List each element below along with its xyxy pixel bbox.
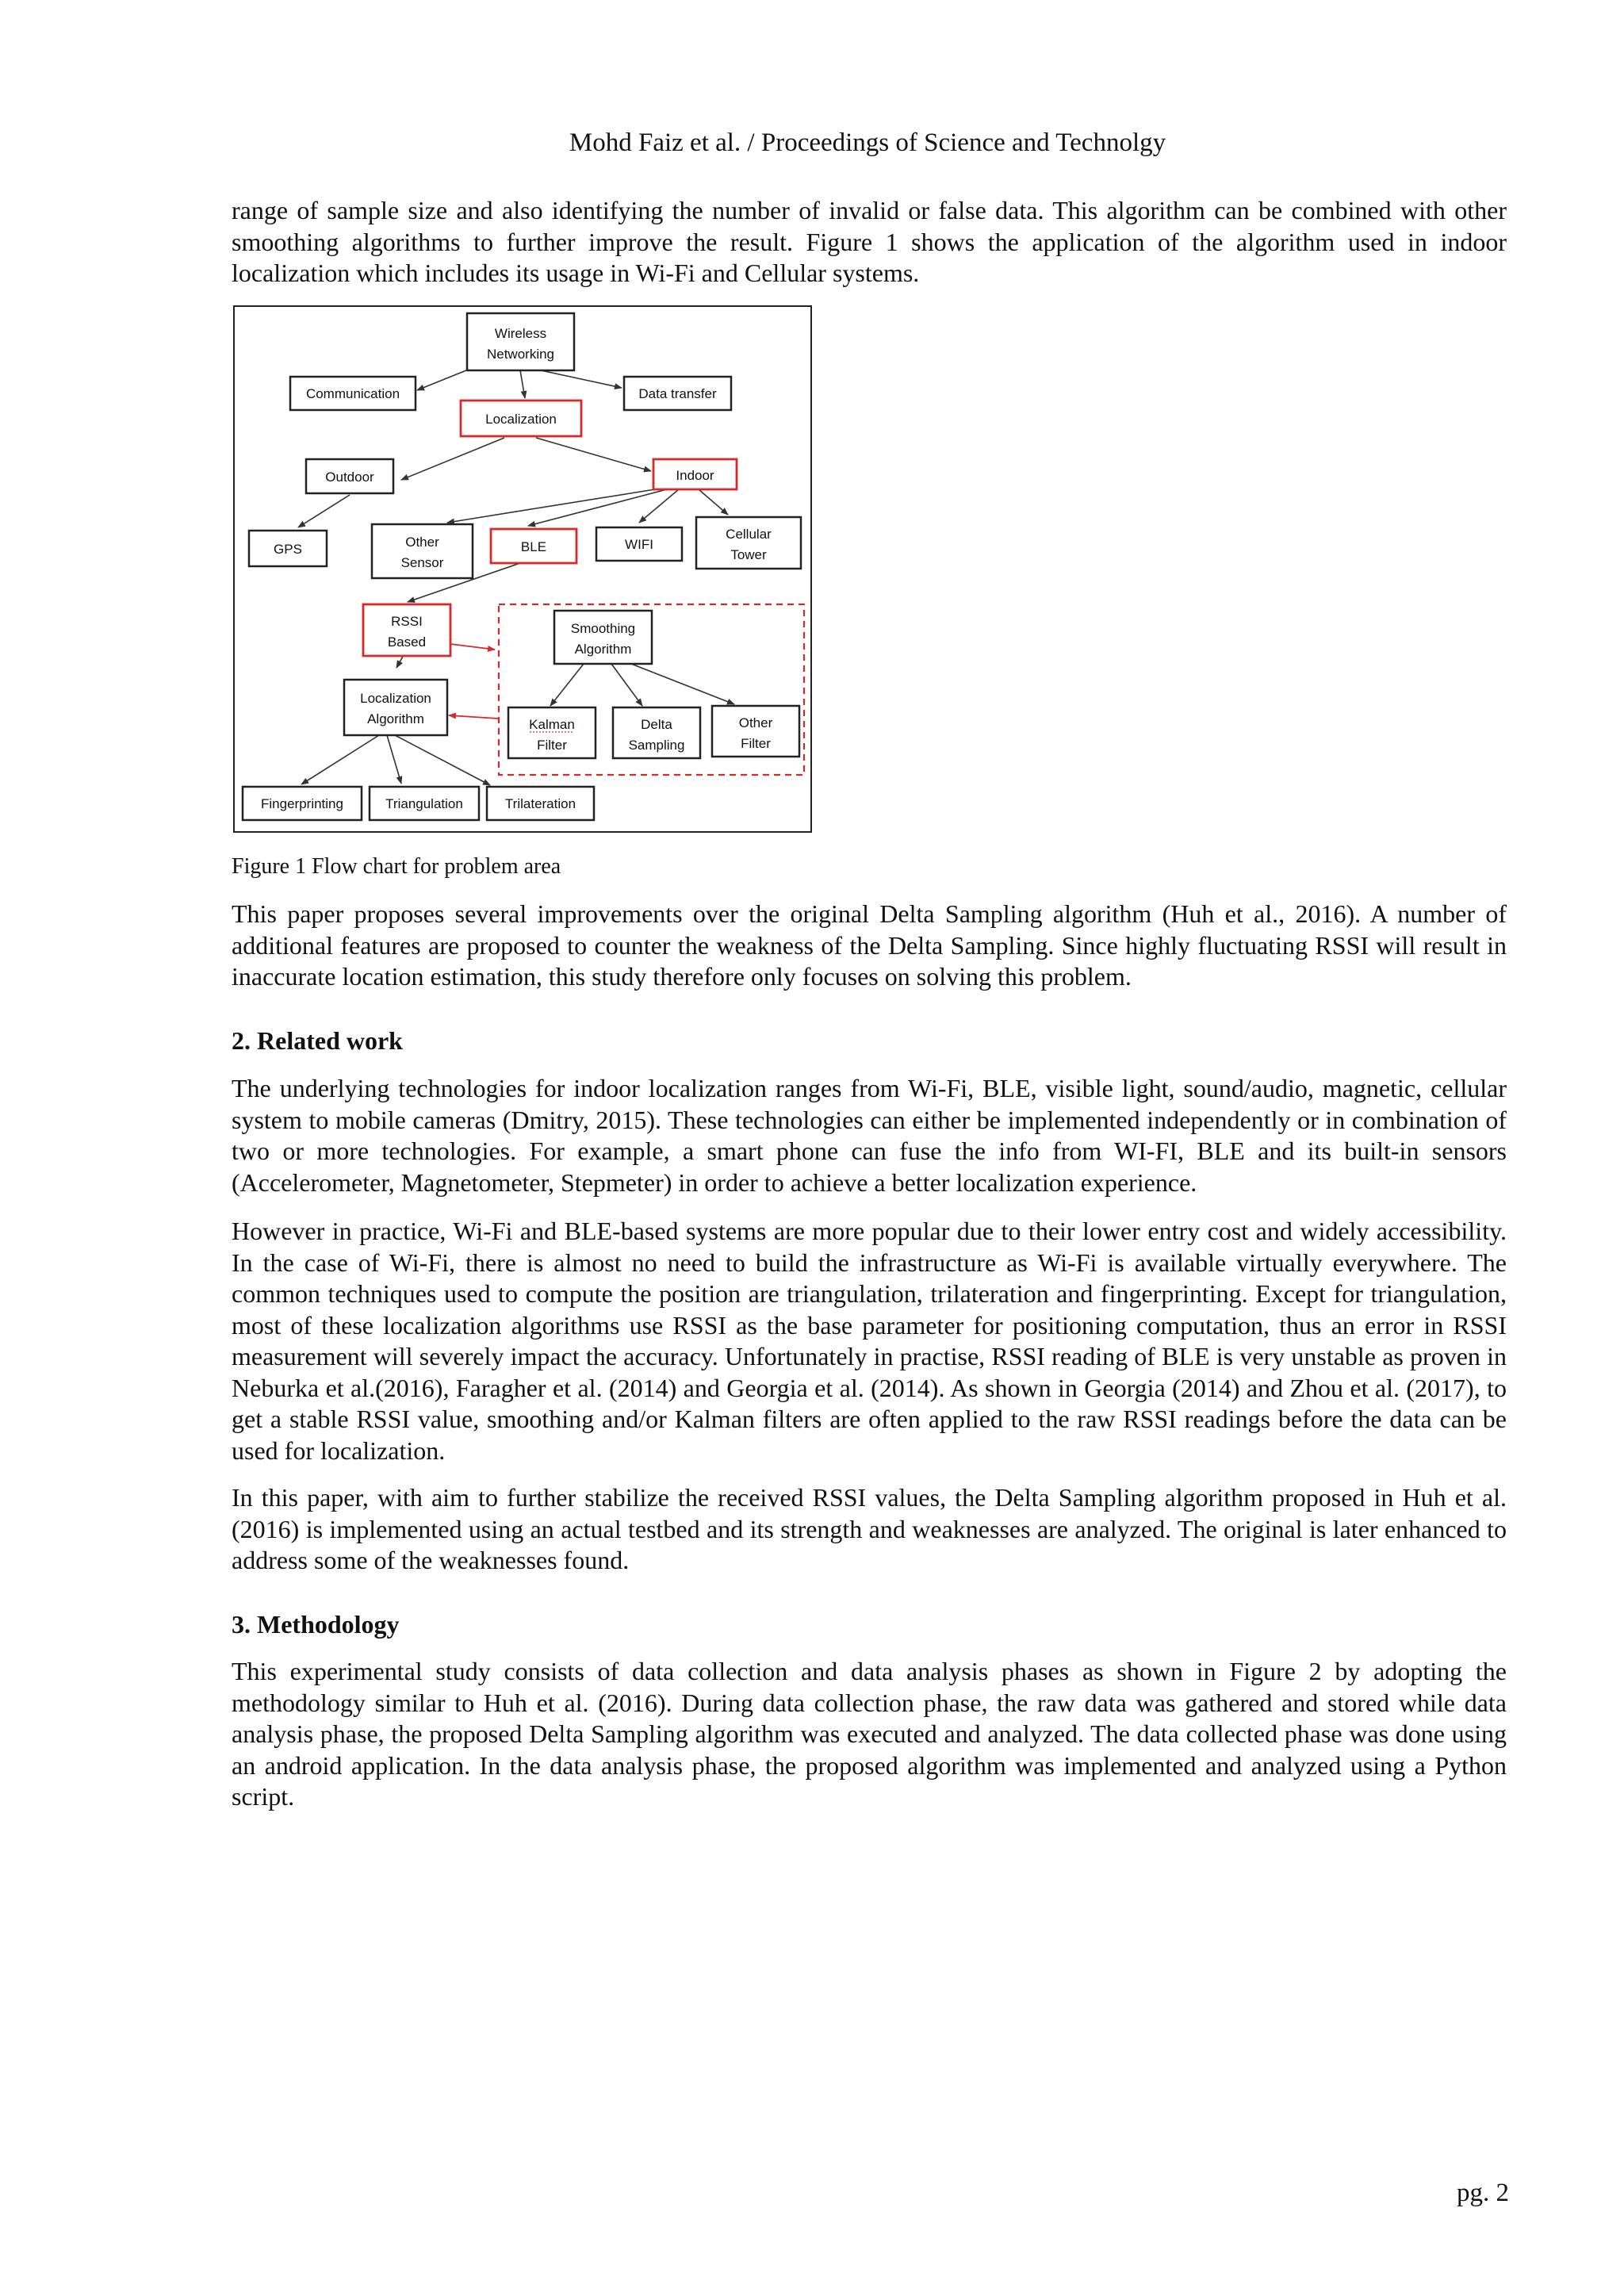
edge-rssi-smoothing-red	[450, 644, 495, 650]
edge-indoor-cellular	[699, 489, 728, 515]
node-label: BLE	[520, 539, 547, 554]
node-triangulation	[370, 787, 479, 820]
node-ble	[491, 529, 576, 563]
edge-localg-fingerprinting	[301, 735, 379, 784]
node-cellular-tower	[696, 517, 801, 569]
page-number: pg. 2	[1457, 2179, 1509, 2207]
edge-localization-outdoor	[401, 438, 504, 480]
node-label: GPS	[274, 542, 302, 557]
paragraph-intro-continued	[232, 195, 1507, 289]
node-label: Smoothing	[570, 621, 636, 636]
paragraph-text: This paper proposes several improvements over the original Delta Sampling algorithm (Huh et al., 2016). A number of additional features are proposed to counter the weakness of the Delta Sampling. Since highly fluctuating RSSI will result in inaccurate location estimation, this study therefore only focuses on solving this problem.	[232, 899, 1507, 991]
paragraph-text: range of sample size and also identifying the number of invalid or false data. This algorithm can be combined with other smoothing algorithms to further improve the result. Figure 1 shows the application of the algorithm used in indoor localization which includes its usage in Wi-Fi and Cellular systems.	[232, 196, 1507, 287]
edge-smoothing-otherfilter	[631, 664, 734, 704]
paragraph-text: In this paper, with aim to further stabilize the received RSSI values, the Delta Sampling algorithm proposed in Huh et al. (2016) is implemented using an actual testbed and its strength and weaknesses are analyzed. The original is later enhanced to address some of the weaknesses found.	[232, 1483, 1507, 1574]
node-data-transfer	[624, 377, 731, 410]
node-fingerprinting	[243, 787, 362, 820]
edge-smoothing-delta	[611, 664, 642, 706]
edge-indoor-othersensor	[447, 489, 655, 523]
paragraph-methodology	[232, 1656, 1507, 1813]
node-label: Data transfer	[638, 386, 717, 401]
paragraph-related-2	[232, 1216, 1507, 1466]
node-label: Sensor	[400, 555, 444, 570]
node-localization	[461, 401, 581, 436]
edge-wireless-communication	[417, 370, 466, 390]
node-label: Sampling	[628, 738, 685, 753]
node-label: Outdoor	[325, 470, 374, 485]
node-label: Localization	[485, 412, 557, 427]
node-label: Wireless	[494, 326, 547, 341]
node-label: Other	[405, 535, 439, 550]
figure-1-flowchart	[233, 305, 812, 833]
node-label: Delta	[641, 717, 672, 732]
section-title: 3. Methodology	[232, 1610, 400, 1639]
node-communication	[290, 377, 416, 410]
node-label: Filter	[537, 738, 567, 753]
node-label: Based	[387, 634, 427, 650]
figure-1-caption: Figure 1 Flow chart for problem area	[232, 854, 561, 879]
node-gps	[249, 531, 327, 566]
node-label: Cellular	[726, 527, 772, 542]
edge-kalman-localg-red	[449, 715, 498, 719]
node-label: Algorithm	[367, 711, 424, 726]
paragraph-related-1	[232, 1073, 1507, 1198]
node-kalman-filter	[508, 707, 596, 758]
paragraph-proposal	[232, 899, 1507, 993]
running-header: Mohd Faiz et al. / Proceedings of Science and Technolgy	[569, 128, 1166, 157]
node-outdoor	[306, 459, 393, 493]
node-wireless-networking	[467, 313, 574, 370]
node-label: Tower	[730, 547, 767, 562]
node-other-filter	[712, 706, 799, 757]
node-label: Networking	[486, 347, 555, 362]
paragraph-text: This experimental study consists of data collection and data analysis phases as shown in Figure 2 by adopting the methodology similar to Huh et al. (2016). During data collection phase, the raw data was gathered and stored while data analysis phase, the proposed Delta Sampling algorithm was executed and analyzed. The data collected phase was done using an android application. In the data analysis phase, the proposed algorithm was implemented and analyzed using a Python script.	[232, 1657, 1507, 1811]
edge-localg-trilateration	[395, 735, 490, 785]
node-label: Localization	[360, 691, 431, 706]
edge-wireless-localization	[520, 370, 525, 398]
node-label: Trilateration	[504, 796, 576, 811]
paragraph-text: However in practice, Wi-Fi and BLE-based systems are more popular due to their lower entry cost and widely accessibility. In the case of Wi-Fi, there is almost no need to build the infrastructure as Wi-Fi is available virtually everywhere. The common techniques used to compute the position are triangulation, trilateration and fingerprinting. Except for triangulation, most of these localization algorithms use RSSI as the base parameter for positioning computation, thus an error in RSSI measurement will severely impact the accuracy. Unfortunately in practise, RSSI reading of BLE is very unstable as proven in Neburka et al.(2016), Faragher et al. (2014) and Georgia et al. (2014). As shown in Georgia (2014) and Zhou et al. (2017), to get a stable RSSI value, smoothing and/or Kalman filters are often applied to the raw RSSI readings before the data can be used for localization.	[232, 1217, 1507, 1465]
paragraph-related-3	[232, 1482, 1507, 1577]
node-label: Fingerprinting	[261, 796, 343, 811]
section-3-heading	[232, 1608, 1507, 1640]
node-other-sensor	[372, 524, 473, 578]
edge-indoor-wifi	[639, 489, 679, 523]
node-smoothing-algorithm	[554, 611, 652, 664]
node-label: Other	[738, 715, 773, 730]
edge-localization-indoor	[536, 438, 651, 471]
node-wifi	[596, 527, 682, 561]
node-label: Communication	[305, 386, 400, 401]
node-label: Kalman	[529, 717, 575, 732]
edge-localg-triangulation	[387, 735, 401, 784]
edge-indoor-ble	[528, 489, 667, 526]
flowchart-svg	[235, 307, 810, 831]
node-label: Algorithm	[574, 642, 632, 657]
node-indoor	[653, 459, 737, 489]
node-label: Indoor	[676, 468, 714, 483]
edge-outdoor-gps	[298, 495, 350, 527]
section-title: 2. Related work	[232, 1026, 403, 1055]
node-label: WIFI	[625, 537, 653, 552]
node-trilateration	[487, 787, 594, 820]
node-rssi-based	[363, 604, 450, 656]
paragraph-text: The underlying technologies for indoor localization ranges from Wi-Fi, BLE, visible light, sound/audio, magnetic, cellular system to mobile cameras (Dmitry, 2015). These technologies can either be implemented independently or in combination of two or more technologies. For example, a smart phone can fuse the info from WI-FI, BLE and its built-in sensors (Accelerometer, Magnetometer, Stepmeter) in order to achieve a better localization experience.	[232, 1074, 1507, 1197]
node-label: Filter	[741, 736, 771, 751]
edge-wireless-datatransfer	[541, 370, 622, 388]
node-delta-sampling	[613, 707, 700, 758]
node-label: RSSI	[391, 614, 423, 629]
edge-smoothing-kalman	[550, 664, 584, 706]
section-2-heading	[232, 1025, 1507, 1056]
node-label: Triangulation	[385, 796, 463, 811]
node-localization-algorithm	[344, 680, 447, 735]
